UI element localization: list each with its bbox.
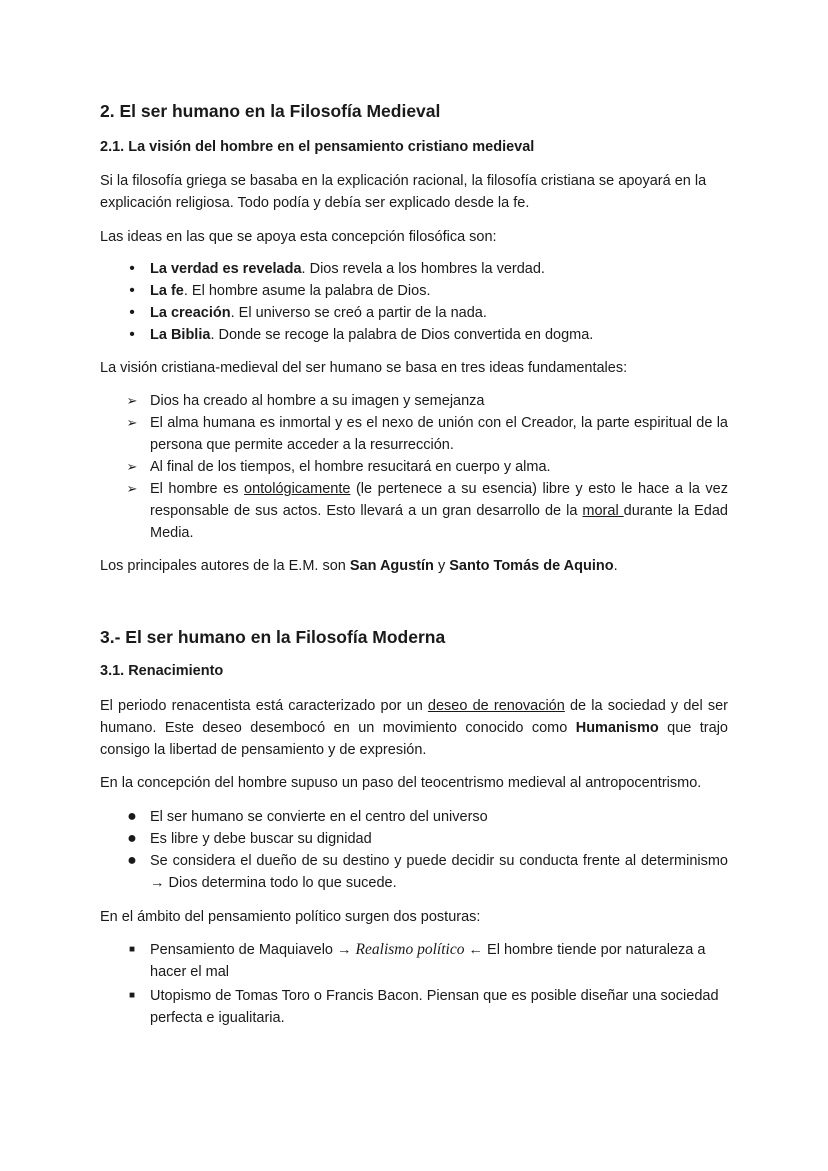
- section-3-paragraph-1: El periodo renacentista está caracterizado por un deseo de renovación de la sociedad y del ser humano. Este deseo desembocó en un movimiento conocido como Humanismo que trajo consigo la libertad de pensamiento y de expresión.: [100, 698, 728, 758]
- section-2-paragraph-3: La visión cristiana-medieval del ser humano se basa en tres ideas fundamentales:: [100, 360, 628, 376]
- arrow-bullet-icon: ➢: [126, 459, 138, 474]
- posture-item: ■ Pensamiento de Maquiavelo → Realismo político ← El hombre tiende por naturaleza a hacer el mal: [150, 939, 728, 983]
- fundamental-item: ➢ El hombre es ontológicamente (le pertenece a su esencia) libre y esto le hace a la vez responsable de sus actos. Esto llevará a un gran desarrollo de la moral durante la Edad Media.: [150, 478, 728, 544]
- renaissance-item: ● El ser humano se convierte en el centro del universo: [150, 806, 728, 828]
- bullet-dot-icon: •: [129, 282, 135, 299]
- idea-item: • La verdad es revelada. Dios revela a los hombres la verdad.: [150, 258, 728, 280]
- renaissance-item: ● Se considera el dueño de su destino y puede decidir su conducta frente al determinismo → Dios determina todo lo que sucede.: [150, 850, 728, 894]
- posture-item: ■ Utopismo de Tomas Toro o Francis Bacon. Piensan que es posible diseñar una sociedad perfecta e igualitaria.: [150, 985, 728, 1029]
- bullet-dot-icon: •: [129, 260, 135, 277]
- renaissance-item: ● Es libre y debe buscar su dignidad: [150, 828, 728, 850]
- bullet-dot-icon: ●: [127, 808, 137, 825]
- arrow-bullet-icon: ➢: [126, 415, 138, 430]
- bullet-dot-icon: ●: [127, 830, 137, 847]
- idea-item: • La Biblia. Donde se recoge la palabra de Dios convertida en dogma.: [150, 324, 728, 346]
- bullet-dot-icon: •: [129, 326, 135, 343]
- square-bullet-icon: ■: [128, 990, 136, 1001]
- section-2-paragraph-1: Si la filosofía griega se basaba en la explicación racional, la filosofía cristiana se apoyará en la explicación religiosa. Todo podía y debía ser explicado desde la fe.: [100, 173, 707, 211]
- idea-item: • La creación. El universo se creó a partir de la nada.: [150, 302, 728, 324]
- fundamental-item: ➢ Al final de los tiempos, el hombre resucitará en cuerpo y alma.: [150, 456, 728, 478]
- bullet-dot-icon: ●: [127, 852, 137, 869]
- section-2-title: 2. El ser humano en la Filosofía Medieval: [100, 101, 441, 121]
- section-2-1-title: 2.1. La visión del hombre en el pensamiento cristiano medieval: [100, 139, 535, 155]
- section-3-title: 3.- El ser humano en la Filosofía Moderna: [100, 627, 446, 647]
- square-bullet-icon: ■: [128, 944, 136, 955]
- section-3-1-title: 3.1. Renacimiento: [100, 663, 224, 679]
- section-2-paragraph-2: Las ideas en las que se apoya esta concepción filosófica son:: [100, 229, 497, 245]
- arrow-bullet-icon: ➢: [126, 481, 138, 496]
- bullet-dot-icon: •: [129, 304, 135, 321]
- fundamental-item: ➢ Dios ha creado al hombre a su imagen y semejanza: [150, 390, 728, 412]
- section-2-authors: Los principales autores de la E.M. son San Agustín y Santo Tomás de Aquino.: [100, 558, 618, 574]
- idea-item: • La fe. El hombre asume la palabra de Dios.: [150, 280, 728, 302]
- fundamental-item: ➢ El alma humana es inmortal y es el nexo de unión con el Creador, la parte espiritual de la persona que permite acceder a la resurrección.: [150, 412, 728, 456]
- section-3-paragraph-3: En el ámbito del pensamiento político surgen dos posturas:: [100, 909, 481, 925]
- section-3-paragraph-2: En la concepción del hombre supuso un paso del teocentrismo medieval al antropocentrismo.: [100, 775, 702, 791]
- arrow-bullet-icon: ➢: [126, 393, 138, 408]
